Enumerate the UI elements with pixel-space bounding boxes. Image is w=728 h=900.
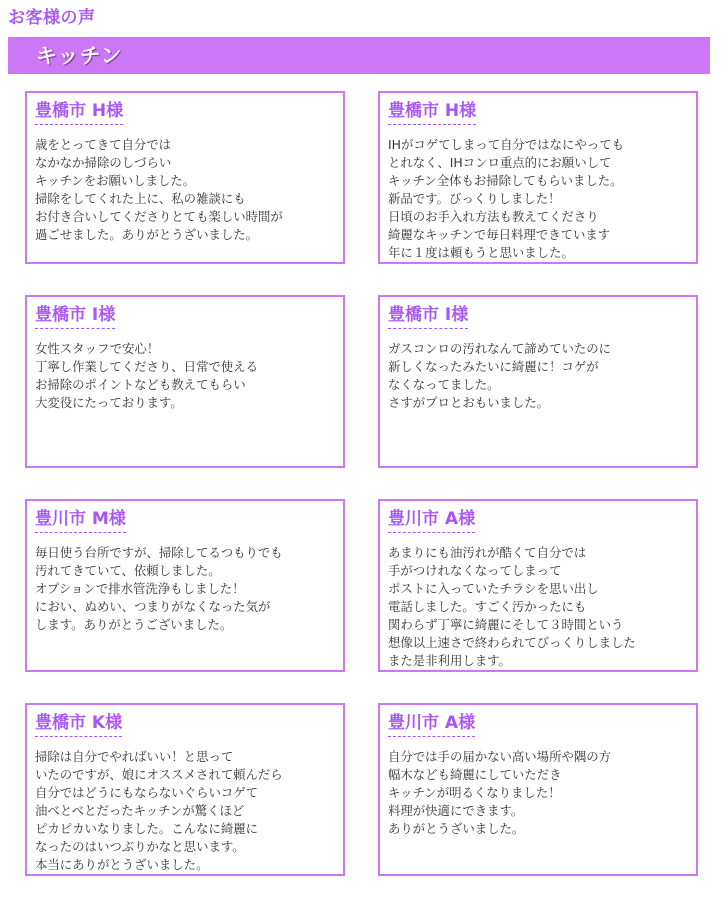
review-card (25, 499, 345, 672)
reviewer-name: 豊橋市 K様 (35, 712, 122, 737)
reviewer-name: 豊橋市 I様 (388, 304, 468, 329)
section-header-bar (8, 37, 710, 74)
review-card (25, 703, 345, 876)
review-text: IHがコゲてしまって自分ではなにやっても とれなく、IHコンロ重点的にお願いして キッチン全体もお掃除してもらいました。 新品です。びっくりしました！ 日頃のお手入れ方法も教えてくださり 綺麗なキッチンで毎日料理できています 年に１度は頼もうと思いました。 (388, 137, 625, 260)
review-card (25, 295, 345, 468)
review-text: あまりにも油汚れが酷くて自分では 手がつけれなくなってしまって ポストに入っていたチラシを思い出し 電話しました。すごく汚かったにも 関わらず丁寧に綺麗にそして３時間という 想像以上速さで終わられてびっくりしました また是非利用します。 (388, 545, 636, 668)
review-text: ガスコンロの汚れなんて諦めていたのに 新しくなったみたいに綺麗に！コゲが なくなってました。 さすがプロとおもいました。 (388, 341, 612, 410)
reviewer-name: 豊橋市 H様 (35, 100, 123, 125)
reviewer-name: 豊川市 A様 (388, 508, 475, 533)
reviewer-name: 豊橋市 H様 (388, 100, 476, 125)
review-text: 女性スタッフで安心！ 丁寧し作業してくださり、日常で使える お掃除のポイントなども教えてもらい 大変役にたっております。 (35, 341, 259, 410)
review-card (378, 499, 698, 672)
review-card (378, 703, 698, 876)
review-card (378, 295, 698, 468)
reviewer-name: 豊川市 M様 (35, 508, 126, 533)
review-card (378, 91, 698, 264)
reviewer-name: 豊川市 A様 (388, 712, 475, 737)
reviewer-name: 豊橋市 I様 (35, 304, 115, 329)
page-title: お客様の声 (8, 8, 96, 28)
review-text: 自分では手の届かない高い場所や隅の方 幅木なども綺麗にしていただき キッチンが明るくなりました！ 料理が快適にできます。 ありがとうざいました。 (388, 749, 612, 836)
review-text: 歳をとってきて自分では なかなか掃除のしづらい キッチンをお願いしました。 掃除をしてくれた上に、私の雑談にも お付き合いしてくださりとても楽しい時間が 過ごせました。ありがとうざいました。 (35, 137, 283, 242)
review-text: 掃除は自分でやればいい！と思って いたのですが、娘にオススメされて頼んだら 自分ではどうにもならないぐらいコゲて 油べとべとだったキッチンが驚くほど ピカピカいなりました。こんなに綺麗に なったのはいつぶりかなと思います。 本当にありがとうざいました。 (35, 749, 283, 872)
review-text: 毎日使う台所ですが、掃除してるつもりでも 汚れてきていて、依頼しました。 オプションで排水管洗浄もしました！ におい、ぬめい、つまりがなくなった気が します。ありがとうございました。 (35, 545, 283, 632)
section-title: キッチン (36, 44, 123, 68)
review-card (25, 91, 345, 264)
